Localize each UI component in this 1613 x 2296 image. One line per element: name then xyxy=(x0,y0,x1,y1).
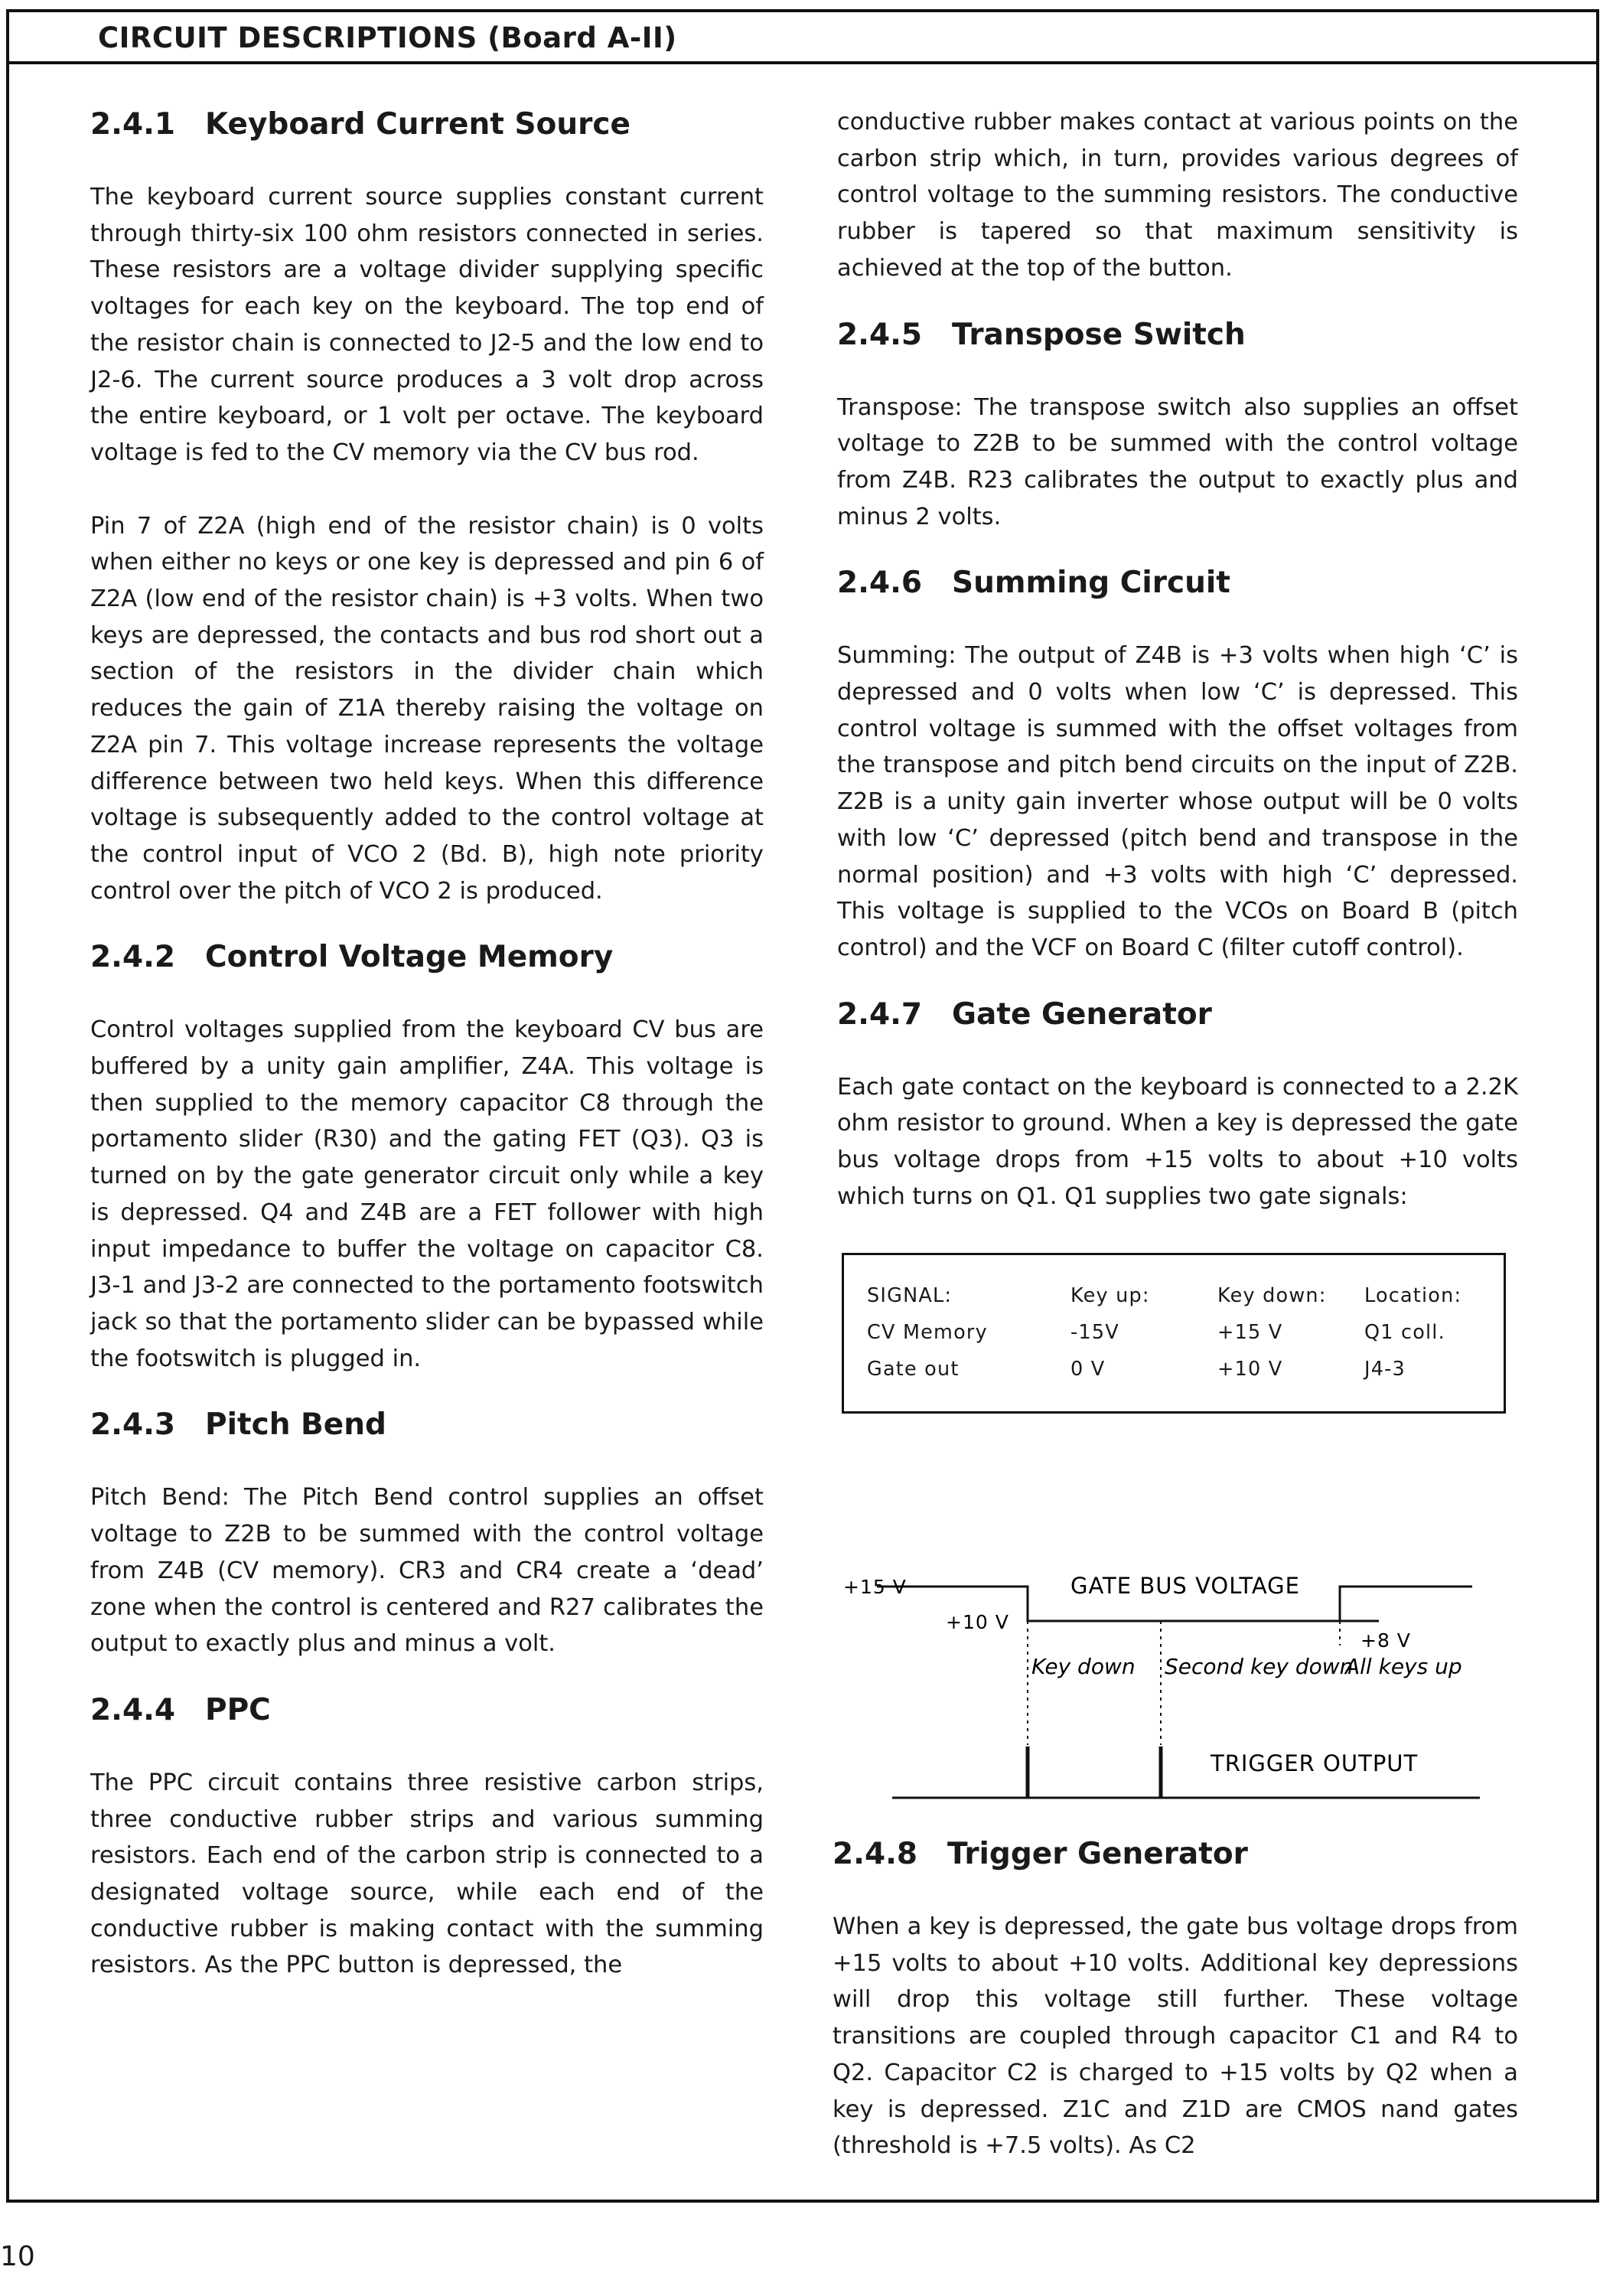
paragraph: Summing: The output of Z4B is +3 volts when high ‘C’ is depressed and 0 volts when low ‘C’ is depressed. This control voltage is summed with the offset voltages from the transpose and pitch bend circuits on the input of Z2B. Z2B is a unity gain inverter whose output will be 0 volts with low ‘C’ depressed (pitch bend and transpose in the normal position) and +3 volts with high ‘C’ depressed. This voltage is supplied to the VCOs on Board B (pitch control) and the VCF on Board C (filter cutoff control). xyxy=(837,642,1518,961)
paragraph: Pitch Bend: The Pitch Bend control supplies an offset voltage to Z2B to be summed with the control voltage from Z4B (CV memory). CR3 and CR4 create a ‘dead’ zone when the control is centered and R27 calibrates the output to exactly plus and minus a volt. xyxy=(90,1484,764,1658)
left-column xyxy=(90,107,764,1984)
label-all-keys-up: All keys up xyxy=(1345,1654,1462,1679)
table-header-cell: SIGNAL: xyxy=(867,1284,953,1308)
section-title: Pitch Bend xyxy=(205,1407,386,1443)
table-cell: 0 V xyxy=(1070,1357,1106,1381)
page-title: CIRCUIT DESCRIPTIONS (Board A-II) xyxy=(98,21,677,54)
table-cell: +15 V xyxy=(1217,1321,1283,1345)
table-cell: Gate out xyxy=(867,1357,960,1381)
section-title: Trigger Generator xyxy=(947,1837,1248,1871)
section-2-4-8 xyxy=(833,1837,1518,2164)
table-row xyxy=(867,1352,1461,1388)
section-heading xyxy=(837,566,1518,601)
section-number: 2.4.7 xyxy=(837,996,923,1032)
label-plus15v: +15 V xyxy=(843,1576,907,1598)
section-heading xyxy=(90,940,764,975)
table-cell: -15V xyxy=(1070,1321,1119,1345)
page-number: 10 xyxy=(0,2241,35,2272)
section-heading xyxy=(90,1693,764,1728)
label-trigger-output: TRIGGER OUTPUT xyxy=(1211,1750,1419,1776)
section-title: Keyboard Current Source xyxy=(205,107,631,142)
table-cell: +10 V xyxy=(1217,1357,1283,1381)
table-header-cell: Key down: xyxy=(1217,1284,1327,1308)
signal-table xyxy=(867,1278,1461,1388)
signal-table-box xyxy=(842,1253,1506,1414)
paragraph: Transpose: The transpose switch also supplies an offset voltage to Z2B to be summed with the control voltage from Z4B. R23 calibrates the output to exactly plus and minus 2 volts. xyxy=(837,393,1518,530)
paragraph: Pin 7 of Z2A (high end of the resistor chain) is 0 volts when either no keys or one key is depressed and pin 6 of Z2A (low end of the resistor chain) is +3 volts. When two keys are depressed, the contacts and bus rod short out a section of the resistors in the divider chain which reduces the gain of Z1A thereby raising the voltage on Z2A pin 7. This voltage increase represents the voltage difference between two held keys. When this difference voltage is subsequently added to the control voltage at the control input of VCO 2 (Bd. B), high note priority control over the pitch of VCO 2 is produced. xyxy=(90,512,764,905)
section-2-4-5 xyxy=(837,318,1518,536)
section-number: 2.4.8 xyxy=(833,1837,918,1871)
page-header xyxy=(9,12,1596,64)
section-number: 2.4.2 xyxy=(90,940,176,975)
section-number: 2.4.5 xyxy=(837,317,923,352)
section-number: 2.4.1 xyxy=(90,107,176,142)
right-column xyxy=(837,104,1518,1414)
section-number: 2.4.4 xyxy=(90,1692,176,1727)
label-plus8v: +8 V xyxy=(1360,1629,1411,1652)
label-plus10v: +10 V xyxy=(946,1611,1009,1633)
label-key-down: Key down xyxy=(1031,1654,1136,1679)
gate-timing-diagram xyxy=(837,1561,1518,1817)
section-2-4-6 xyxy=(837,566,1518,966)
paragraph-continued: conductive rubber makes contact at various points on the carbon strip which, in turn, provides various degrees of control voltage to the summing resistors. The conductive rubber is tapered so that maximum sensitivity is achieved at the top of the button. xyxy=(837,109,1518,282)
table-cell: CV Memory xyxy=(867,1321,988,1345)
label-second-key-down: Second key down xyxy=(1165,1654,1354,1679)
label-gate-bus-voltage: GATE BUS VOLTAGE xyxy=(1070,1573,1300,1599)
section-2-4-3 xyxy=(90,1407,764,1662)
section-2-4-7 xyxy=(837,997,1518,1414)
section-heading xyxy=(833,1837,1518,1872)
paragraph: When a key is depressed, the gate bus voltage drops from +15 volts to about +10 volts. Additional key depressions will drop this voltage still further. These voltage transitions are coupled through capacitor C1 and R4 to Q2. Capacitor C2 is charged to +15 volts by Q2 when a key is depressed. Z1C and Z1D are CMOS nand gates (threshold is +7.5 volts). As C2 xyxy=(833,1913,1518,2160)
paragraph: The PPC circuit contains three resistive carbon strips, three conductive rubber strips and various summing resistors. Each end of the carbon strip is connected to a designated voltage source, while each end of the conductive rubber is making contact with the summing resistors. As the PPC button is depressed, the xyxy=(90,1769,764,1979)
section-heading xyxy=(90,1407,764,1443)
table-row xyxy=(867,1315,1461,1352)
section-title: Summing Circuit xyxy=(952,566,1230,601)
section-heading xyxy=(837,318,1518,353)
section-2-4-2 xyxy=(90,940,764,1377)
section-2-4-4 xyxy=(90,1693,764,1984)
section-heading xyxy=(837,997,1518,1032)
section-title: Control Voltage Memory xyxy=(205,940,614,975)
table-header-cell: Location: xyxy=(1364,1284,1462,1308)
timing-diagram-svg xyxy=(837,1561,1518,1814)
section-2-4-1 xyxy=(90,107,764,909)
paragraph: Control voltages supplied from the keyboard CV bus are buffered by a unity gain amplifier, Z4A. This voltage is then supplied to the memory capacitor C8 through the portamento slider (R30) and the gating FET (Q3). Q3 is turned on by the gate generator circuit only while a key is depressed. Q4 and Z4B are a FET follower with high input impedance to buffer the voltage on capacitor C8. J3-1 and J3-2 are connected to the portamento footswitch jack so that the portamento slider can be bypassed while the footswitch is plugged in. xyxy=(90,1016,764,1372)
table-cell: Q1 coll. xyxy=(1364,1321,1445,1345)
section-number: 2.4.3 xyxy=(90,1407,176,1443)
section-title: Transpose Switch xyxy=(952,317,1246,352)
section-heading xyxy=(90,107,764,142)
table-cell: J4-3 xyxy=(1364,1357,1406,1381)
section-title: PPC xyxy=(205,1692,271,1727)
table-header-cell: Key up: xyxy=(1070,1284,1150,1308)
paragraph: Each gate contact on the keyboard is connected to a 2.2K ohm resistor to ground. When a key is depressed the gate bus voltage drops from +15 volts to about +10 volts which turns on Q1. Q1 supplies two gate signals: xyxy=(837,1073,1518,1210)
section-number: 2.4.6 xyxy=(837,566,923,601)
paragraph: The keyboard current source supplies constant current through thirty-six 100 ohm resistors connected in series. These resistors are a voltage divider supplying specific voltages for each key on the keyboard. The top end of the resistor chain is connected to J2-5 and the low end to J2-6. The current source produces a 3 volt drop across the entire keyboard, or 1 volt per octave. The keyboard voltage is fed to the CV memory via the CV bus rod. xyxy=(90,184,764,466)
table-header-row xyxy=(867,1278,1461,1315)
right-column-bottom xyxy=(833,1837,1518,2164)
section-title: Gate Generator xyxy=(952,996,1212,1032)
